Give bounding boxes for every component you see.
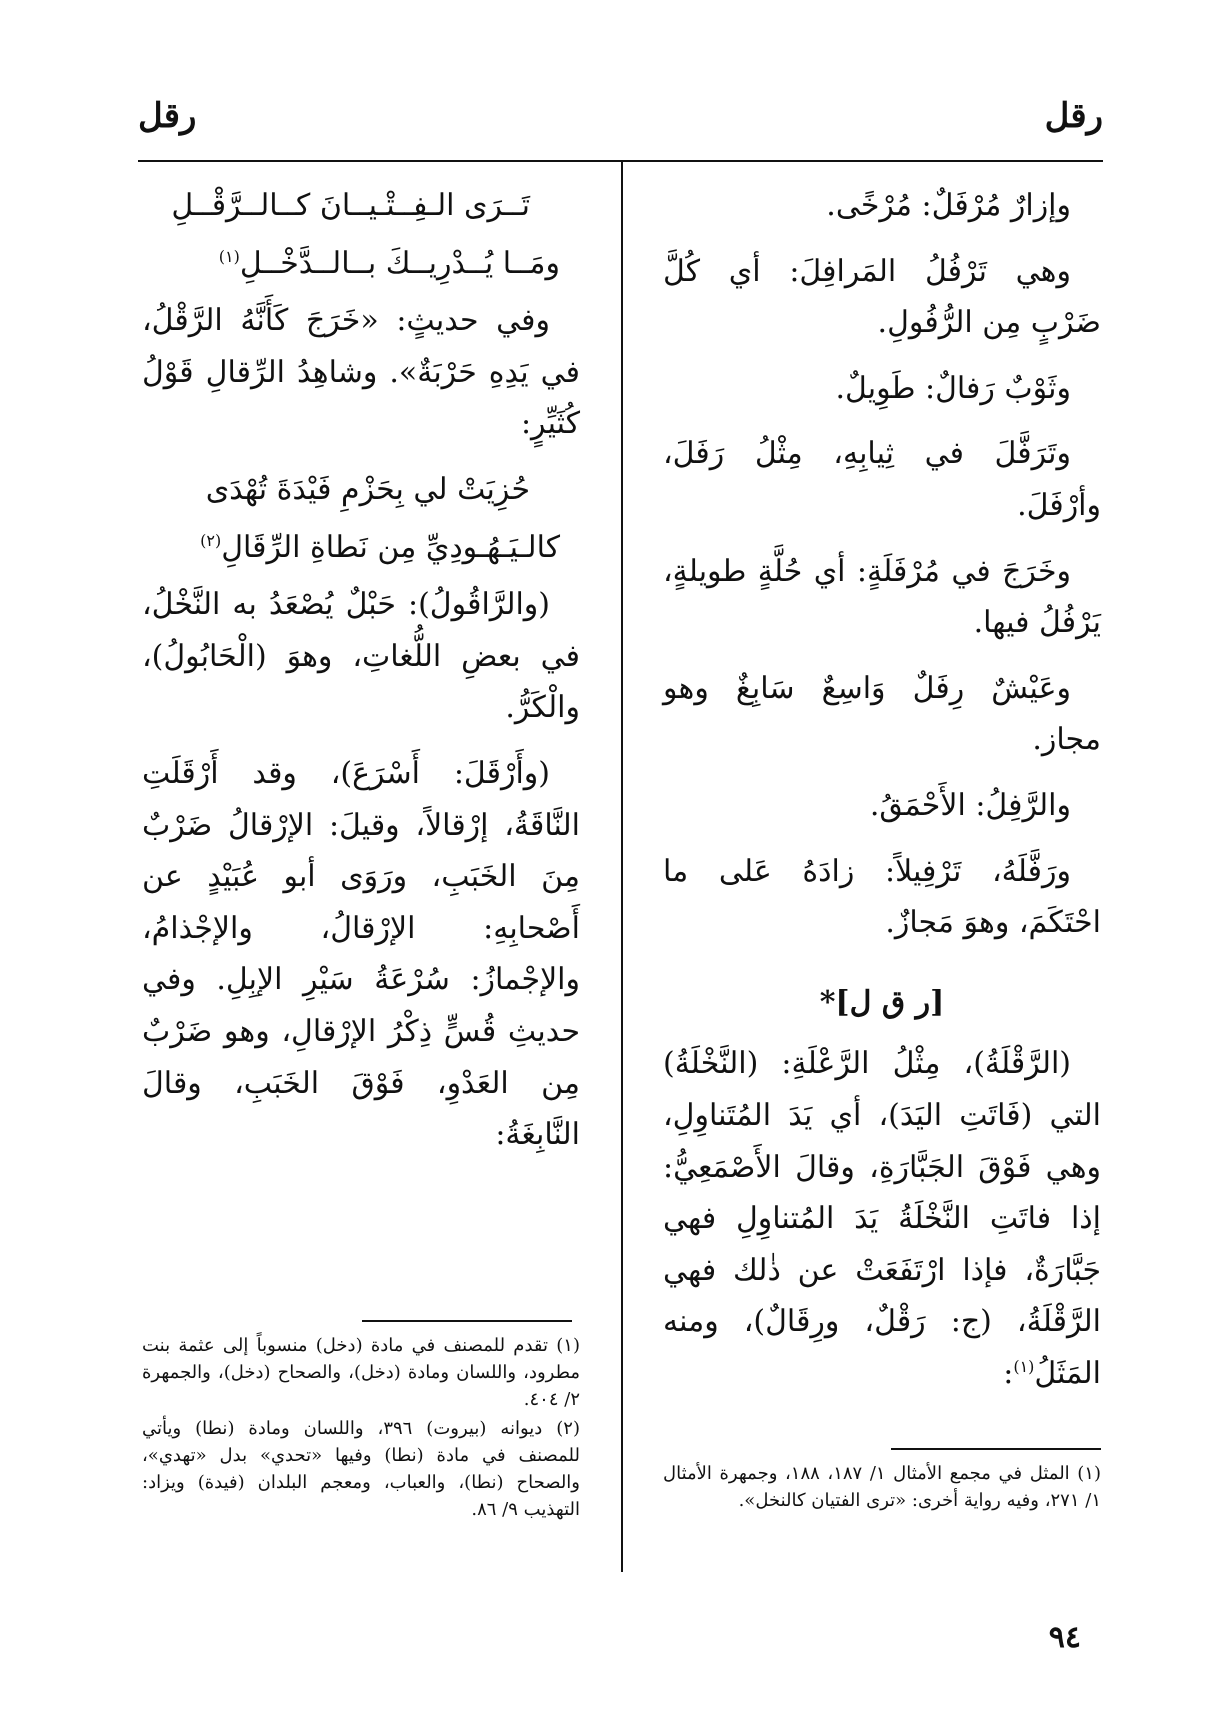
entry-paragraph bbox=[663, 1038, 1101, 1399]
footnote: (١) المثل في مجمع الأمثال ١/ ١٨٧، ١٨٨، وجمهرة الأمثال ١/ ٢٧١، وفيه رواية أخرى: «ترى الفتيان كالنخل». bbox=[663, 1463, 1101, 1511]
footnotes-left bbox=[142, 1332, 580, 1525]
footnote: (٢) ديوانه (بيروت) ٣٩٦، واللسان ومادة (نطا) ويأتي للمصنف في مادة (نطا) وفيها «تحدي» بدل «تهدي»، والصحاح (نطا)، والعباب، ومعجم البلدان (فيدة) ويزاد: التهذيب ٩/ ٨٦. bbox=[142, 1418, 580, 1520]
footnote-rule bbox=[891, 1448, 1101, 1450]
entry-text: (الرَّقْلَةُ)، مِثْلُ الرَّعْلَةِ: (النَّخْلَةُ) التي (فَاتَتِ اليَدَ)، أي يَدَ المُتَناوِلِ، وهي فَوْقَ الجَبَّارَةِ، وقالَ الأَصْمَعِيُّ: إذا فاتَتِ النَّخْلَةُ يَدَ المُتناوِلِ فهي جَبَّارَةٌ، فإذا ارْتَفَعَتْ عن ذٰلك فهي الرَّقْلَةُ، (ج: رَقْلٌ، ورِقَالٌ)، ومنه المَثَلُ bbox=[663, 1046, 1101, 1391]
paragraph: والرَّفِلُ: الأَحْمَقُ. bbox=[869, 787, 1071, 823]
footnotes-right bbox=[663, 1460, 1101, 1516]
verse-text: كالـيَـهُـودِيِّ مِن نَطاةِ الرِّقَالِ bbox=[221, 529, 560, 565]
verse-line bbox=[142, 238, 580, 290]
left-column bbox=[142, 180, 580, 1175]
verse-line: تَــرَى الـفِــتْـيــانَ كــالــرَّقْــلِ bbox=[171, 188, 530, 223]
right-column bbox=[663, 180, 1101, 1413]
footnote: (١) تقدم للمصنف في مادة (دخل) منسوباً إلى عثمة بنت مطرود، واللسان ومادة (دخل)، والصحاح (دخل)، والجمهرة ٢/ ٤٠٤. bbox=[142, 1335, 580, 1410]
paragraph: وهي تَرْفُلُ المَرافِلَ: أي كُلَّ ضَرْبٍ مِن الرُّفُولِ. bbox=[663, 253, 1101, 341]
paragraph: وتَرَفَّلَ في ثِيابِهِ، مِثْلُ رَفَلَ، وأرْفَلَ. bbox=[663, 436, 1101, 523]
verse-line: حُزِيَتْ لي بِحَزْمِ فَيْدَةَ تُهْدَى bbox=[205, 471, 530, 507]
verse-text: ومَــا يُــدْرِيــكَ بــالــدَّخْــلِ bbox=[239, 245, 560, 281]
paragraph: (والرَّاقُولُ): حَبْلٌ يُصْعَدُ به النَّخْلُ، في بعضِ اللُّغاتِ، وهوَ (الْحَابُولُ)، والْكَرُّ. bbox=[142, 587, 580, 726]
page-number: ٩٤ bbox=[1048, 1620, 1081, 1655]
footnote-reference: (١) bbox=[1013, 1356, 1035, 1376]
footnote-rule bbox=[362, 1320, 572, 1322]
paragraph: وخَرَجَ في مُرْفَلَةٍ: أي حُلَّةٍ طويلةٍ، يَرْفُلُ فيها. bbox=[663, 553, 1101, 641]
verse-line bbox=[142, 522, 580, 574]
column-divider bbox=[621, 162, 623, 1572]
running-head-left: رقل bbox=[138, 96, 197, 136]
footnote-reference: (١) bbox=[218, 246, 240, 266]
paragraph: ورَفَّلَهُ، تَرْفِيلاً: زادَهُ عَلى ما احْتَكَمَ، وهوَ مَجازٌ. bbox=[663, 853, 1101, 941]
running-head-right: رقل bbox=[1044, 96, 1103, 136]
paragraph: (وأَرْقَلَ: أَسْرَعَ)، وقد أَرْقَلَتِ النَّاقَةُ، إرْقالاً، وقيلَ: الإرْقالُ ضَرْبٌ مِنَ الخَبَبِ، ورَوَى أبو عُبَيْدٍ عن أَصْحابِهِ: الإرْقالُ، والإجْذامُ، والإجْمازُ: سُرْعَةُ سَيْرِ الإبِلِ. وفي حديثِ قُسٍّ ذِكْرُ الإرْقالِ، وهو ضَرْبٌ مِن العَدْوِ، فَوْقَ الخَبَبِ، وقالَ النَّابِغَةُ: bbox=[142, 755, 580, 1153]
footnote-reference: (٢) bbox=[200, 530, 222, 550]
paragraph: وإزارٌ مُرْفَلٌ: مُرْخًى. bbox=[826, 188, 1071, 223]
paragraph: وفي حديثٍ: «خَرَجَ كَأَنَّهُ الرَّقْلُ، في يَدِهِ حَرْبَةٌ». وشاهِدُ الرِّقالِ قَوْلُ كُثَيِّرٍ: bbox=[142, 303, 580, 442]
paragraph: وعَيْشٌ رِفَلٌ وَاسِعٌ سَابِغٌ وهو مجاز. bbox=[663, 670, 1101, 758]
entry-end: : bbox=[1003, 1355, 1014, 1391]
paragraph: وثَوْبٌ رَفالٌ: طَوِيلٌ. bbox=[835, 370, 1071, 406]
entry-heading: [ر ق ل]* bbox=[819, 984, 945, 1020]
